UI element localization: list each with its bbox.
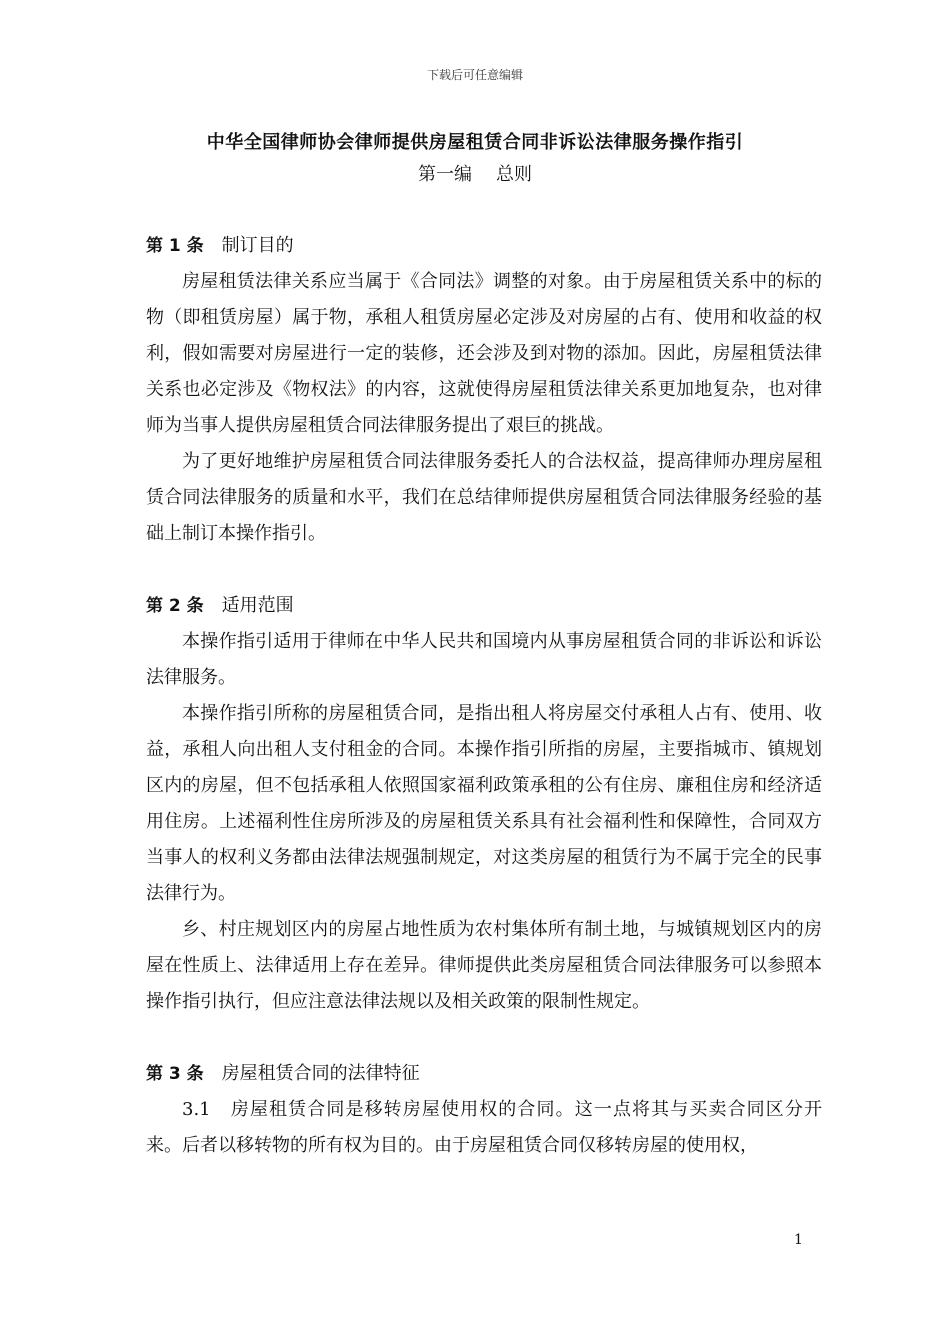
page-number: 1 [794,1232,803,1248]
part-title [0,160,950,186]
article-heading [146,228,822,264]
paragraph: 3.1 房屋租赁合同是移转房屋使用权的合同。这一点将其与买卖合同区分开来。后者以移转物的所有权为目的。由于房屋租赁合同仅移转房屋的使用权， [146,1099,822,1156]
paragraph: 为了更好地维护房屋租赁合同法律服务委托人的合法权益，提高律师办理房屋租赁合同法律服务的质量和水平，我们在总结律师提供房屋租赁合同法律服务经验的基础上制订本操作指引。 [146,451,822,544]
article-heading [146,1056,822,1092]
paragraph: 本操作指引所称的房屋租赁合同，是指出租人将房屋交付承租人占有、使用、收益，承租人向出租人支付租金的合同。本操作指引所指的房屋，主要指城市、镇规划区内的房屋，但不包括承租人依照国家福利政策承租的公有住房、廉租住房和经济适用住房。上述福利性住房所涉及的房屋租赁关系具有社会福利性和保障性，合同双方当事人的权利义务都由法律法规强制规定，对这类房屋的租赁行为不属于完全的民事法律行为。 [146,703,822,904]
document-body [146,228,822,1164]
article-3 [146,1056,822,1164]
article-heading [146,588,822,624]
article-number: 第 1 条 [146,236,204,256]
header-note: 下载后可任意编辑 [426,68,523,82]
article-number: 第 3 条 [146,1064,204,1084]
article-heading-text: 适用范围 [221,595,294,616]
paragraph: 乡、村庄规划区内的房屋占地性质为农村集体所有制土地，与城镇规划区内的房屋在性质上、法律适用上存在差异。律师提供此类房屋租赁合同法律服务可以参照本操作指引执行，但应注意法律法规以及相关政策的限制性规定。 [146,919,822,1012]
part-name: 总则 [496,164,532,185]
document-title: 中华全国律师协会律师提供房屋租赁合同非诉讼法律服务操作指引 [206,132,744,153]
paragraph: 本操作指引适用于律师在中华人民共和国境内从事房屋租赁合同的非诉讼和诉讼法律服务。 [146,631,822,688]
article-heading-text: 房屋租赁合同的法律特征 [221,1063,420,1084]
paragraph: 房屋租赁法律关系应当属于《合同法》调整的对象。由于房屋租赁关系中的标的物（即租赁房屋）属于物，承租人租赁房屋必定涉及对房屋的占有、使用和收益的权利，假如需要对房屋进行一定的装修，还会涉及到对物的添加。因此，房屋租赁法律关系也必定涉及《物权法》的内容，这就使得房屋租赁法律关系更加地复杂，也对律师为当事人提供房屋租赁合同法律服务提出了艰巨的挑战。 [146,271,822,436]
article-number: 第 2 条 [146,596,204,616]
article-heading-text: 制订目的 [221,235,294,256]
article-2 [146,588,822,1020]
article-1 [146,228,822,552]
part-label: 第一编 [418,164,472,185]
